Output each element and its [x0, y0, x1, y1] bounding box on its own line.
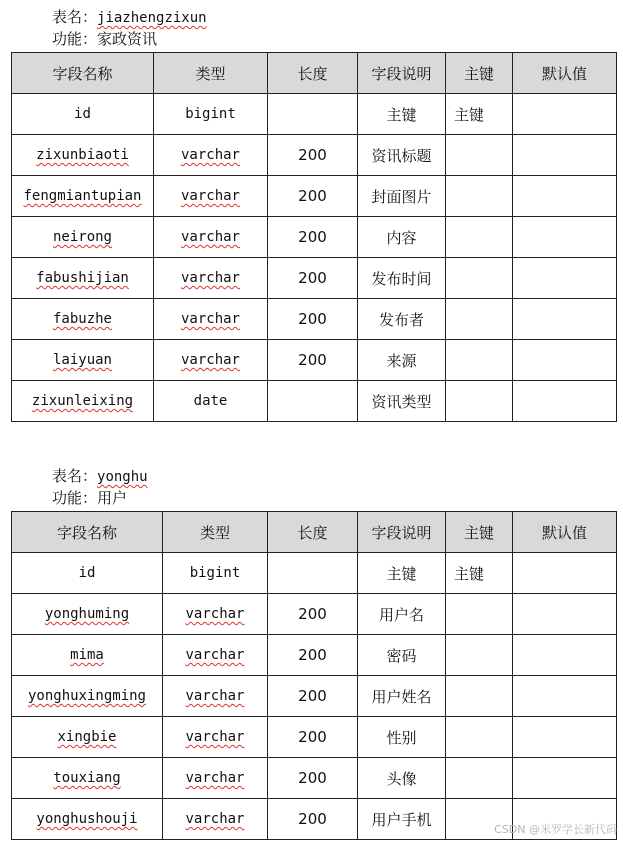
cell-type: [163, 758, 268, 799]
cell-length-text: 200: [298, 187, 327, 205]
table-row: [12, 258, 617, 299]
cell-length: [268, 717, 358, 758]
cell-description-text: 资讯标题: [371, 146, 432, 165]
table-row: [12, 94, 617, 135]
cell-description-text: 性别: [386, 728, 417, 747]
cell-default: [513, 94, 617, 135]
cell-field-name: [12, 176, 154, 217]
cell-field-name-text: laiyuan: [52, 352, 112, 368]
cell-field-name-text: fabuzhe: [52, 311, 112, 327]
cell-field-name-text: id: [74, 106, 91, 122]
cell-type-text: varchar: [185, 729, 245, 745]
cell-primary-key: [446, 594, 513, 635]
cell-description: [358, 176, 446, 217]
cell-primary-key-text: 主键: [454, 564, 485, 583]
cell-field-name-text: yonghushouji: [36, 811, 138, 827]
cell-description-text: 主键: [386, 564, 417, 583]
cell-type: [163, 676, 268, 717]
cell-description: [358, 299, 446, 340]
table-name-line: [52, 466, 148, 488]
cell-field-name: [12, 594, 163, 635]
cell-length: [268, 135, 358, 176]
cell-type: [163, 594, 268, 635]
cell-type: [154, 381, 268, 422]
cell-type-text: varchar: [185, 811, 245, 827]
table-header-row: [12, 53, 617, 94]
cell-description: [358, 135, 446, 176]
cell-default: [513, 340, 617, 381]
cell-length: [268, 299, 358, 340]
cell-field-name-text: yonghuxingming: [27, 688, 146, 704]
cell-default: [513, 635, 617, 676]
cell-type-text: varchar: [180, 188, 240, 204]
cell-primary-key: [446, 176, 513, 217]
cell-type: [154, 258, 268, 299]
cell-type-text: bigint: [185, 106, 236, 122]
cell-type-text: varchar: [180, 352, 240, 368]
cell-field-name: [12, 258, 154, 299]
table-name-label: 表名：: [52, 467, 98, 485]
cell-description-text: 封面图片: [371, 187, 432, 206]
cell-type: [154, 94, 268, 135]
cell-type: [154, 217, 268, 258]
cell-default: [513, 553, 617, 594]
cell-primary-key: [446, 258, 513, 299]
cell-default: [513, 758, 617, 799]
cell-field-name-text: mima: [70, 647, 104, 663]
cell-description-text: 用户姓名: [371, 687, 432, 706]
cell-length: [268, 94, 358, 135]
cell-field-name-text: zixunleixing: [31, 393, 134, 409]
cell-description-text: 资讯类型: [371, 392, 432, 411]
cell-field-name-text: yonghuming: [44, 606, 130, 622]
table-row: [12, 594, 617, 635]
cell-type: [154, 176, 268, 217]
cell-field-name: [12, 635, 163, 676]
function-value: 用户: [97, 489, 128, 507]
cell-field-name: [12, 135, 154, 176]
cell-length: [268, 676, 358, 717]
cell-field-name: [12, 217, 154, 258]
cell-description: [358, 94, 446, 135]
cell-length: [268, 594, 358, 635]
cell-type-text: varchar: [185, 647, 245, 663]
cell-length-text: 200: [298, 269, 327, 287]
cell-description: [358, 676, 446, 717]
cell-type-text: varchar: [185, 688, 245, 704]
function-value: 家政资讯: [97, 30, 158, 48]
cell-type: [163, 717, 268, 758]
cell-description: [358, 340, 446, 381]
cell-default: [513, 135, 617, 176]
table-row: [12, 676, 617, 717]
watermark: CSDN @米罗学长新代码: [494, 823, 617, 836]
cell-description: [358, 635, 446, 676]
cell-description-text: 头像: [386, 769, 417, 788]
cell-length-text: 200: [298, 728, 327, 746]
table-name-label: 表名：: [52, 8, 98, 26]
table-row: [12, 299, 617, 340]
cell-type: [154, 135, 268, 176]
cell-field-name: [12, 758, 163, 799]
table-header-row: [12, 512, 617, 553]
cell-description: [358, 553, 446, 594]
cell-length-text: 200: [298, 351, 327, 369]
cell-field-name-text: fengmiantupian: [23, 188, 142, 204]
table-name-value: jiazhengzixun: [97, 10, 207, 26]
header-type: 类型: [154, 53, 268, 94]
cell-default: [513, 381, 617, 422]
function-label: 功能：: [52, 30, 98, 48]
cell-description-text: 主键: [386, 105, 417, 124]
cell-length: [268, 799, 358, 840]
cell-length: [268, 340, 358, 381]
cell-length-text: 200: [298, 310, 327, 328]
cell-length: [268, 635, 358, 676]
header-type: 类型: [163, 512, 268, 553]
table-row: [12, 135, 617, 176]
cell-description-text: 密码: [386, 646, 417, 665]
cell-type: [163, 799, 268, 840]
cell-description: [358, 758, 446, 799]
cell-type-text: varchar: [185, 770, 245, 786]
cell-description: [358, 258, 446, 299]
cell-default: [513, 217, 617, 258]
table-row: [12, 635, 617, 676]
cell-primary-key: [446, 135, 513, 176]
header-default: 默认值: [513, 53, 617, 94]
cell-length-text: 200: [298, 646, 327, 664]
schema-table-jiazhengzixun: [11, 52, 617, 422]
cell-primary-key: [446, 676, 513, 717]
cell-default: [513, 299, 617, 340]
cell-length: [268, 217, 358, 258]
cell-primary-key: [446, 758, 513, 799]
cell-type-text: varchar: [180, 270, 240, 286]
cell-default: [513, 176, 617, 217]
cell-description: [358, 594, 446, 635]
cell-primary-key-text: 主键: [454, 105, 485, 124]
table-row: [12, 717, 617, 758]
cell-description: [358, 717, 446, 758]
header-primary-key: 主键: [446, 512, 513, 553]
cell-field-name: [12, 676, 163, 717]
header-description: 字段说明: [358, 53, 446, 94]
header-field-name: 字段名称: [12, 53, 154, 94]
cell-field-name: [12, 381, 154, 422]
cell-length-text: 200: [298, 228, 327, 246]
table-row: [12, 176, 617, 217]
cell-description-text: 用户名: [378, 605, 424, 624]
cell-primary-key: [446, 94, 513, 135]
cell-field-name: [12, 717, 163, 758]
cell-type-text: varchar: [185, 606, 245, 622]
cell-length: [268, 176, 358, 217]
cell-type-text: varchar: [180, 311, 240, 327]
cell-field-name-text: xingbie: [57, 729, 117, 745]
cell-default: [513, 258, 617, 299]
table-row: [12, 217, 617, 258]
cell-field-name: [12, 553, 163, 594]
header-length: 长度: [268, 53, 358, 94]
header-primary-key: 主键: [446, 53, 513, 94]
cell-field-name-text: fabushijian: [36, 270, 129, 286]
table-row: [12, 758, 617, 799]
header-length: 长度: [268, 512, 358, 553]
function-line: [52, 29, 207, 50]
table-meta-yonghu: [52, 466, 148, 509]
cell-description-text: 来源: [386, 351, 417, 370]
cell-length-text: 200: [298, 687, 327, 705]
function-line: [52, 488, 148, 509]
cell-length-text: 200: [298, 146, 327, 164]
header-description: 字段说明: [358, 512, 446, 553]
cell-primary-key: [446, 299, 513, 340]
cell-default: [513, 717, 617, 758]
cell-type-text: varchar: [180, 147, 240, 163]
cell-length: [268, 553, 358, 594]
cell-type: [163, 553, 268, 594]
cell-description-text: 发布者: [378, 310, 424, 329]
cell-description-text: 内容: [386, 228, 417, 247]
cell-length-text: 200: [298, 769, 327, 787]
cell-primary-key: [446, 381, 513, 422]
cell-field-name: [12, 299, 154, 340]
cell-description: [358, 381, 446, 422]
cell-type: [163, 635, 268, 676]
cell-field-name: [12, 799, 163, 840]
cell-type: [154, 299, 268, 340]
table-meta-jiazhengzixun: [52, 7, 207, 50]
cell-length: [268, 758, 358, 799]
cell-default: [513, 676, 617, 717]
cell-length-text: 200: [298, 605, 327, 623]
cell-field-name: [12, 340, 154, 381]
cell-type: [154, 340, 268, 381]
table-row: [12, 381, 617, 422]
function-label: 功能：: [52, 489, 98, 507]
cell-field-name: [12, 94, 154, 135]
cell-primary-key: [446, 340, 513, 381]
cell-primary-key: [446, 553, 513, 594]
table-row: [12, 553, 617, 594]
cell-field-name-text: touxiang: [53, 770, 121, 786]
cell-type-text: bigint: [189, 565, 241, 581]
header-field-name: 字段名称: [12, 512, 163, 553]
table-name-line: [52, 7, 207, 29]
cell-description-text: 用户手机: [371, 810, 432, 829]
header-default: 默认值: [513, 512, 617, 553]
table-row: [12, 340, 617, 381]
cell-field-name-text: neirong: [52, 229, 112, 245]
cell-primary-key: [446, 217, 513, 258]
schema-table-yonghu: [11, 511, 617, 840]
cell-field-name-text: zixunbiaoti: [36, 147, 129, 163]
cell-length: [268, 381, 358, 422]
table-name-value: yonghu: [97, 469, 148, 485]
cell-description: [358, 217, 446, 258]
cell-type-text: varchar: [180, 229, 240, 245]
cell-description: [358, 799, 446, 840]
cell-default: [513, 594, 617, 635]
cell-field-name-text: id: [78, 565, 96, 581]
cell-primary-key: [446, 635, 513, 676]
cell-description-text: 发布时间: [371, 269, 432, 288]
cell-type-text: date: [193, 393, 228, 409]
cell-length-text: 200: [298, 810, 327, 828]
cell-length: [268, 258, 358, 299]
cell-primary-key: [446, 717, 513, 758]
